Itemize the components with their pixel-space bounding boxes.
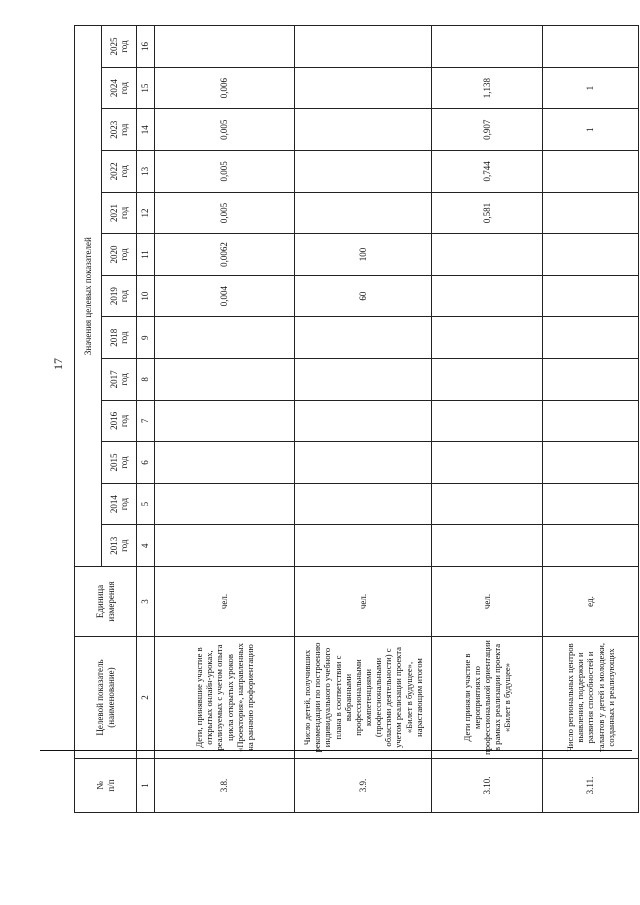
header-year (102, 151, 137, 193)
indicator-value (155, 317, 295, 359)
indicator-value: 0,744 (432, 151, 543, 193)
header-year-number: 2019 (108, 287, 119, 306)
header-year-number: 2014 (108, 495, 119, 514)
indicator-value: 60 (295, 275, 432, 317)
rotated-table-wrapper (74, 26, 638, 813)
header-year-number: 2020 (108, 245, 119, 264)
column-number: 5 (137, 483, 155, 525)
indicator-value: 100 (295, 234, 432, 276)
table-row (432, 26, 543, 813)
header-year (102, 525, 137, 567)
header-year (102, 26, 137, 68)
indicator-value (543, 442, 639, 484)
header-year-number: 2017 (108, 370, 119, 389)
row-number: 3.10. (432, 759, 543, 813)
header-year-number: 2023 (108, 120, 119, 139)
column-number: 6 (137, 442, 155, 484)
indicator-value (295, 400, 432, 442)
indicator-value (155, 400, 295, 442)
indicator-value (543, 26, 639, 68)
header-name: Целевой показатель (наименование) (75, 637, 137, 759)
header-year-suffix: год (119, 206, 129, 220)
indicator-value: 0,581 (432, 192, 543, 234)
table-row (295, 26, 432, 813)
indicator-value: 0,907 (432, 109, 543, 151)
header-year (102, 359, 137, 401)
indicator-value (543, 359, 639, 401)
header-year-number: 2025 (108, 37, 119, 56)
column-number: 16 (137, 26, 155, 68)
indicator-value (432, 400, 543, 442)
header-values-group: Значения целевых показателей (75, 26, 102, 567)
indicator-value: 0,004 (155, 275, 295, 317)
column-number: 8 (137, 359, 155, 401)
header-year (102, 400, 137, 442)
indicator-value (155, 525, 295, 567)
header-year (102, 483, 137, 525)
column-number: 3 (137, 567, 155, 637)
column-number: 7 (137, 400, 155, 442)
header-year-suffix: год (119, 497, 129, 511)
indicator-value: 0,006 (155, 67, 295, 109)
indicator-value (432, 483, 543, 525)
unit-of-measure: чел. (295, 567, 432, 637)
indicator-value (432, 26, 543, 68)
header-year (102, 109, 137, 151)
header-year-suffix: год (119, 331, 129, 344)
indicator-value: 1,138 (432, 67, 543, 109)
table-row (543, 26, 639, 813)
header-year-number: 2022 (108, 162, 119, 181)
header-year (102, 234, 137, 276)
indicator-value (295, 67, 432, 109)
indicator-value (543, 275, 639, 317)
indicator-value (295, 442, 432, 484)
indicator-value (543, 234, 639, 276)
header-year-number: 2015 (108, 453, 119, 472)
indicator-value (543, 192, 639, 234)
indicator-value (432, 275, 543, 317)
indicator-value (155, 359, 295, 401)
row-number: 3.8. (155, 759, 295, 813)
unit-of-measure: ед. (543, 567, 639, 637)
column-number: 10 (137, 275, 155, 317)
column-number: 15 (137, 67, 155, 109)
header-year (102, 67, 137, 109)
indicator-value (432, 317, 543, 359)
unit-of-measure: чел. (155, 567, 295, 637)
target-indicators-table (74, 25, 639, 813)
header-year-suffix: год (119, 373, 129, 386)
header-unit: Единица измерения (75, 567, 137, 637)
indicator-value (432, 525, 543, 567)
indicator-value (432, 442, 543, 484)
column-number: 9 (137, 317, 155, 359)
indicator-value (295, 359, 432, 401)
indicator-name: Дети, принявшие участие в открытых онлайн-уроках, реализуемых с учетом опыта цикла открытых уроков «Проектория», направленных на раннюю профориентацию (155, 637, 295, 759)
indicator-value (155, 442, 295, 484)
column-numbers-row (137, 26, 155, 813)
indicator-value (543, 525, 639, 567)
column-number: 1 (137, 759, 155, 813)
column-number: 12 (137, 192, 155, 234)
indicator-value: 0,005 (155, 151, 295, 193)
indicator-value (432, 359, 543, 401)
indicator-value (543, 483, 639, 525)
header-year-suffix: год (119, 290, 129, 303)
indicator-value (432, 234, 543, 276)
indicator-value: 1 (543, 67, 639, 109)
header-year-suffix: год (119, 40, 129, 53)
indicator-name: Число детей, получивших рекомендации по построению индивидуального учебного плана в соответствии с выбранными профессиональными компетенциями (профессиональными областями деятельности) с учетом реализации проекта «Билет в будущее», нарастающим итогом (295, 637, 432, 759)
header-year (102, 317, 137, 359)
header-num: № п/п (75, 759, 137, 813)
row-number: 3.9. (295, 759, 432, 813)
indicator-value (295, 525, 432, 567)
unit-of-measure: чел. (432, 567, 543, 637)
indicator-value: 0,005 (155, 109, 295, 151)
indicator-value (295, 317, 432, 359)
column-number: 4 (137, 525, 155, 567)
header-year-suffix: год (119, 123, 129, 136)
header-row-group (75, 26, 102, 813)
indicator-value (295, 109, 432, 151)
header-year-number: 2018 (108, 328, 119, 347)
indicator-name: Дети приняли участие в мероприятиях по профессиональной ориентации в рамках реализации проекта «Билет в будущее» (432, 637, 543, 759)
indicator-value: 0,0062 (155, 234, 295, 276)
indicator-value (155, 483, 295, 525)
header-year-suffix: год (119, 165, 129, 178)
indicator-value: 0,005 (155, 192, 295, 234)
indicator-value (543, 400, 639, 442)
header-year-suffix: год (119, 539, 129, 552)
page-number: 17 (51, 358, 65, 370)
indicator-name: Число региональных центров выявления, поддержки и развития способностей и талантов у детей и молодежи, созданных и реализующих (543, 637, 639, 759)
column-number: 11 (137, 234, 155, 276)
header-year-number: 2024 (108, 79, 119, 98)
row-number: 3.11. (543, 759, 639, 813)
header-year-suffix: год (119, 82, 129, 95)
header-year-number: 2013 (108, 536, 119, 555)
column-number: 2 (137, 637, 155, 759)
table-row (155, 26, 295, 813)
header-year (102, 275, 137, 317)
column-number: 13 (137, 151, 155, 193)
header-year-suffix: год (119, 248, 129, 261)
header-year-number: 2021 (108, 203, 119, 222)
header-year-suffix: год (119, 456, 129, 469)
column-number: 14 (137, 109, 155, 151)
header-year (102, 442, 137, 484)
header-year-suffix: год (119, 414, 129, 428)
table-body (155, 26, 639, 813)
indicator-value (155, 26, 295, 68)
indicator-value (543, 151, 639, 193)
indicator-value (543, 317, 639, 359)
indicator-value: 1 (543, 109, 639, 151)
header-year (102, 192, 137, 234)
indicator-value (295, 192, 432, 234)
header-year-number: 2016 (108, 411, 119, 430)
indicator-value (295, 151, 432, 193)
indicator-value (295, 483, 432, 525)
footer-rule (40, 750, 632, 751)
indicator-value (295, 26, 432, 68)
